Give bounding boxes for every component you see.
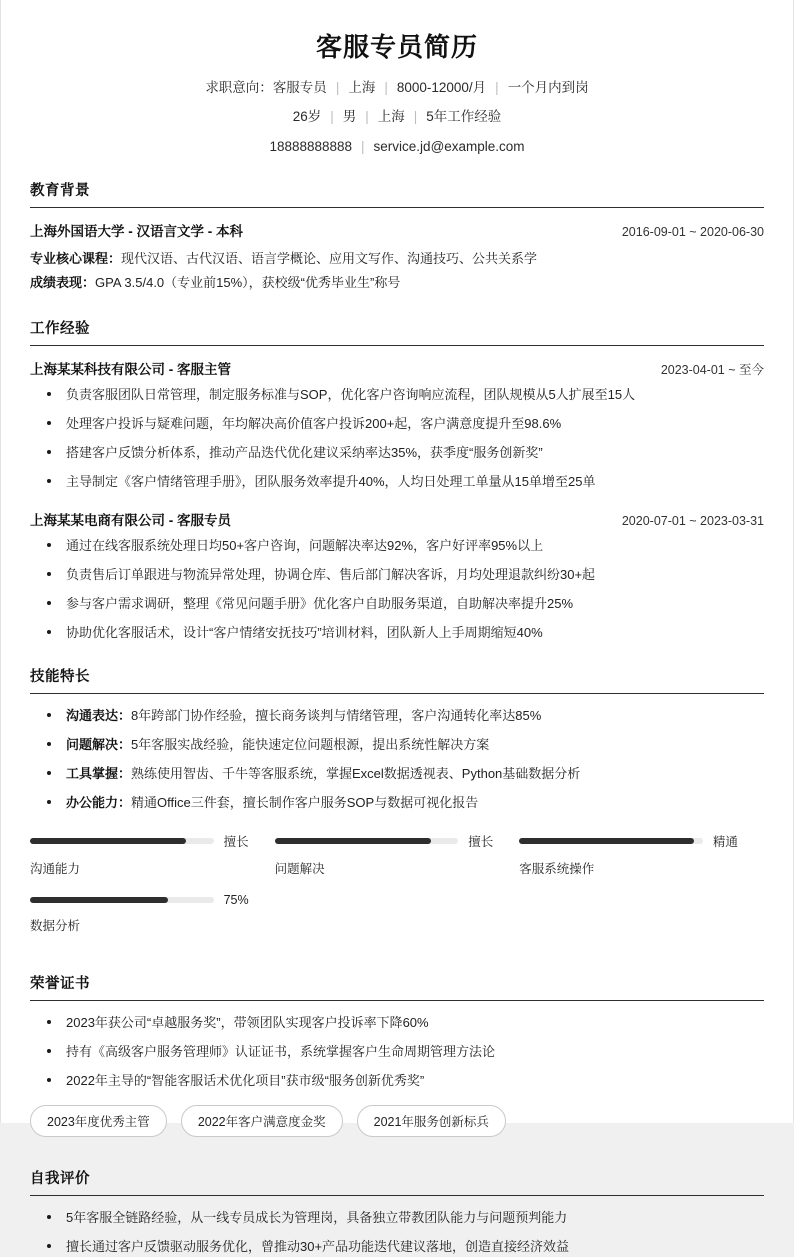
education-grade <box>30 271 764 295</box>
separator-icon: | <box>413 109 418 125</box>
skill-label: 办公能力： <box>66 795 132 811</box>
progress-fill <box>30 897 168 903</box>
section-divider <box>30 345 764 346</box>
progress-fill <box>519 838 693 844</box>
page-title: 客服专员简历 <box>315 32 478 62</box>
work-bullet-list <box>30 536 764 644</box>
list-item: 搭建客户反馈分析体系，推动产品迭代优化建议采纳率达35%，获季度“服务创新奖” <box>47 443 764 463</box>
list-item <box>47 793 764 813</box>
job-intent-line <box>30 78 764 98</box>
education-school: 上海外国语大学 - 汉语言文学 - 本科 <box>30 223 243 239</box>
skill-text: 5年客服实战经验，能快速定位问题根源，提出系统性解决方案 <box>131 737 490 753</box>
progress-fill <box>30 838 186 844</box>
contact-phone[interactable]: 18888888888 <box>269 138 353 154</box>
job-intent-city: 上海 <box>348 80 376 96</box>
honor-tag[interactable]: 2022年客户满意度金奖 <box>181 1105 343 1137</box>
skill-text: 熟练使用智齿、千牛等客服系统，掌握Excel数据透视表、Python基础数据分析 <box>131 766 581 782</box>
work-entry <box>30 509 764 644</box>
job-intent-label: 求职意向： <box>205 80 273 96</box>
skill-bar-row <box>30 832 249 850</box>
skill-level: 擅长 <box>468 834 494 849</box>
list-item <box>47 706 764 726</box>
separator-icon: | <box>330 109 334 125</box>
honors-bullet-list <box>30 1013 764 1091</box>
honor-tag-group <box>30 1105 764 1145</box>
section-title-honors: 荣誉证书 <box>30 975 90 992</box>
progress-track <box>275 838 459 844</box>
skill-name: 沟通能力 <box>30 861 81 876</box>
education-grade-label: 成绩表现： <box>30 274 96 290</box>
work-entry-head <box>30 358 764 378</box>
list-item: 参与客户需求调研，整理《常见问题手册》优化客户自助服务渠道，自助解决率提升25% <box>47 594 764 614</box>
work-entry-head <box>30 509 764 529</box>
section-divider <box>30 1195 764 1196</box>
skill-bar-item <box>30 893 275 934</box>
skill-level: 精通 <box>712 834 738 849</box>
personal-city: 上海 <box>377 109 405 125</box>
skill-bar-row <box>275 832 494 850</box>
section-divider <box>30 1000 764 1001</box>
honor-tag[interactable]: 2021年服务创新标兵 <box>357 1105 506 1137</box>
list-item <box>47 764 764 784</box>
list-item: 协助优化客服话术，设计“客户情绪安抚技巧”培训材料，团队新人上手周期缩短40% <box>47 623 764 643</box>
section-work-experience <box>30 317 764 643</box>
job-intent-salary: 8000-12000/月 <box>396 80 487 96</box>
skill-label: 沟通表达： <box>66 708 132 724</box>
self-evaluation-bullet-list <box>30 1208 764 1257</box>
separator-icon: | <box>361 138 365 154</box>
section-title-work: 工作经验 <box>30 320 90 337</box>
section-skills <box>30 665 764 950</box>
section-self-evaluation <box>30 1167 764 1257</box>
list-item <box>47 735 764 755</box>
skill-bar-item <box>519 832 764 877</box>
skill-name: 问题解决 <box>274 861 325 876</box>
list-item: 2023年获公司“卓越服务奖”，带领团队实现客户投诉率下降60% <box>47 1013 764 1033</box>
skill-bar-item <box>275 832 520 877</box>
list-item: 持有《高级客户服务管理师》认证证书，系统掌握客户生命周期管理方法论 <box>47 1042 764 1062</box>
job-intent-availability: 一个月内到岗 <box>507 80 589 96</box>
work-entry <box>30 358 764 493</box>
contact-email[interactable]: service.jd@example.com <box>373 138 525 154</box>
progress-fill <box>275 838 431 844</box>
skills-bullet-list <box>30 706 764 814</box>
work-date: 2023-04-01 ~ 至今 <box>660 362 764 377</box>
honor-tag[interactable]: 2023年度优秀主管 <box>30 1105 167 1137</box>
skill-level: 75% <box>223 892 249 907</box>
list-item: 擅长通过客户反馈驱动服务优化，曾推动30+产品功能迭代建议落地，创造直接经济效益 <box>47 1237 764 1257</box>
skill-name: 客服系统操作 <box>519 861 595 876</box>
skill-label: 问题解决： <box>66 737 132 753</box>
list-item: 5年客服全链路经验，从一线专员成长为管理岗，具备独立带教团队能力与问题预判能力 <box>47 1208 764 1228</box>
section-divider <box>30 207 764 208</box>
contact-line <box>30 137 764 157</box>
skill-bar-row <box>519 832 738 850</box>
separator-icon: | <box>495 80 499 96</box>
list-item: 2022年主导的“智能客服话术优化项目”获市级“服务创新优秀奖” <box>47 1071 764 1091</box>
list-item: 负责售后订单跟进与物流异常处理，协调仓库、售后部门解决客诉，月均处理退款纠纷30+起 <box>47 565 764 585</box>
list-item: 处理客户投诉与疑难问题，年均解决高价值客户投诉200+起，客户满意度提升至98.6% <box>47 414 764 434</box>
skill-text: 精通Office三件套，擅长制作客户服务SOP与数据可视化报告 <box>131 795 479 811</box>
education-entry <box>30 220 764 295</box>
skill-bar-row <box>30 893 249 907</box>
education-entry-head <box>30 220 764 240</box>
skill-text: 8年跨部门协作经验，擅长商务谈判与情绪管理，客户沟通转化率达85% <box>131 708 542 724</box>
skill-label: 工具掌握： <box>66 766 132 782</box>
progress-track <box>30 897 214 903</box>
work-date: 2020-07-01 ~ 2023-03-31 <box>621 513 764 528</box>
education-date: 2016-09-01 ~ 2020-06-30 <box>621 224 764 239</box>
list-item: 主导制定《客户情绪管理手册》，团队服务效率提升40%，人均日处理工单量从15单增至25单 <box>47 472 764 492</box>
section-title-self-evaluation: 自我评价 <box>30 1171 90 1188</box>
education-courses-value: 现代汉语、古代汉语、语言学概论、应用文写作、沟通技巧、公共关系学 <box>121 250 538 266</box>
section-title-skills: 技能特长 <box>30 669 90 686</box>
section-education <box>30 179 764 295</box>
skill-level: 擅长 <box>223 834 249 849</box>
section-title-education: 教育背景 <box>30 182 90 199</box>
work-company: 上海某某电商有限公司 - 客服专员 <box>30 512 231 528</box>
skill-name: 数据分析 <box>30 918 81 933</box>
separator-icon: | <box>335 80 340 96</box>
personal-experience: 5年工作经验 <box>426 109 502 125</box>
education-courses <box>30 247 764 271</box>
list-item: 负责客服团队日常管理，制定服务标准与SOP，优化客户咨询响应流程，团队规模从5人扩展至15人 <box>47 385 764 405</box>
separator-icon: | <box>384 80 388 96</box>
section-honors <box>30 972 764 1145</box>
work-company: 上海某某科技有限公司 - 客服主管 <box>30 361 231 377</box>
progress-track <box>519 838 703 844</box>
resume-header <box>30 0 764 157</box>
personal-info-line <box>30 107 764 127</box>
education-grade-value: GPA 3.5/4.0（专业前15%），获校级“优秀毕业生”称号 <box>95 274 401 290</box>
work-bullet-list <box>30 385 764 493</box>
job-intent-position: 客服专员 <box>272 80 327 96</box>
education-courses-label: 专业核心课程： <box>30 250 122 266</box>
skill-bar-group <box>30 832 764 950</box>
section-divider <box>30 693 764 694</box>
list-item: 通过在线客服系统处理日均50+客户咨询，问题解决率达92%，客户好评率95%以上 <box>47 536 764 556</box>
skill-bar-item <box>30 832 275 877</box>
personal-gender: 男 <box>342 109 357 125</box>
progress-track <box>30 838 214 844</box>
personal-age: 26岁 <box>292 109 322 125</box>
separator-icon: | <box>365 109 369 125</box>
